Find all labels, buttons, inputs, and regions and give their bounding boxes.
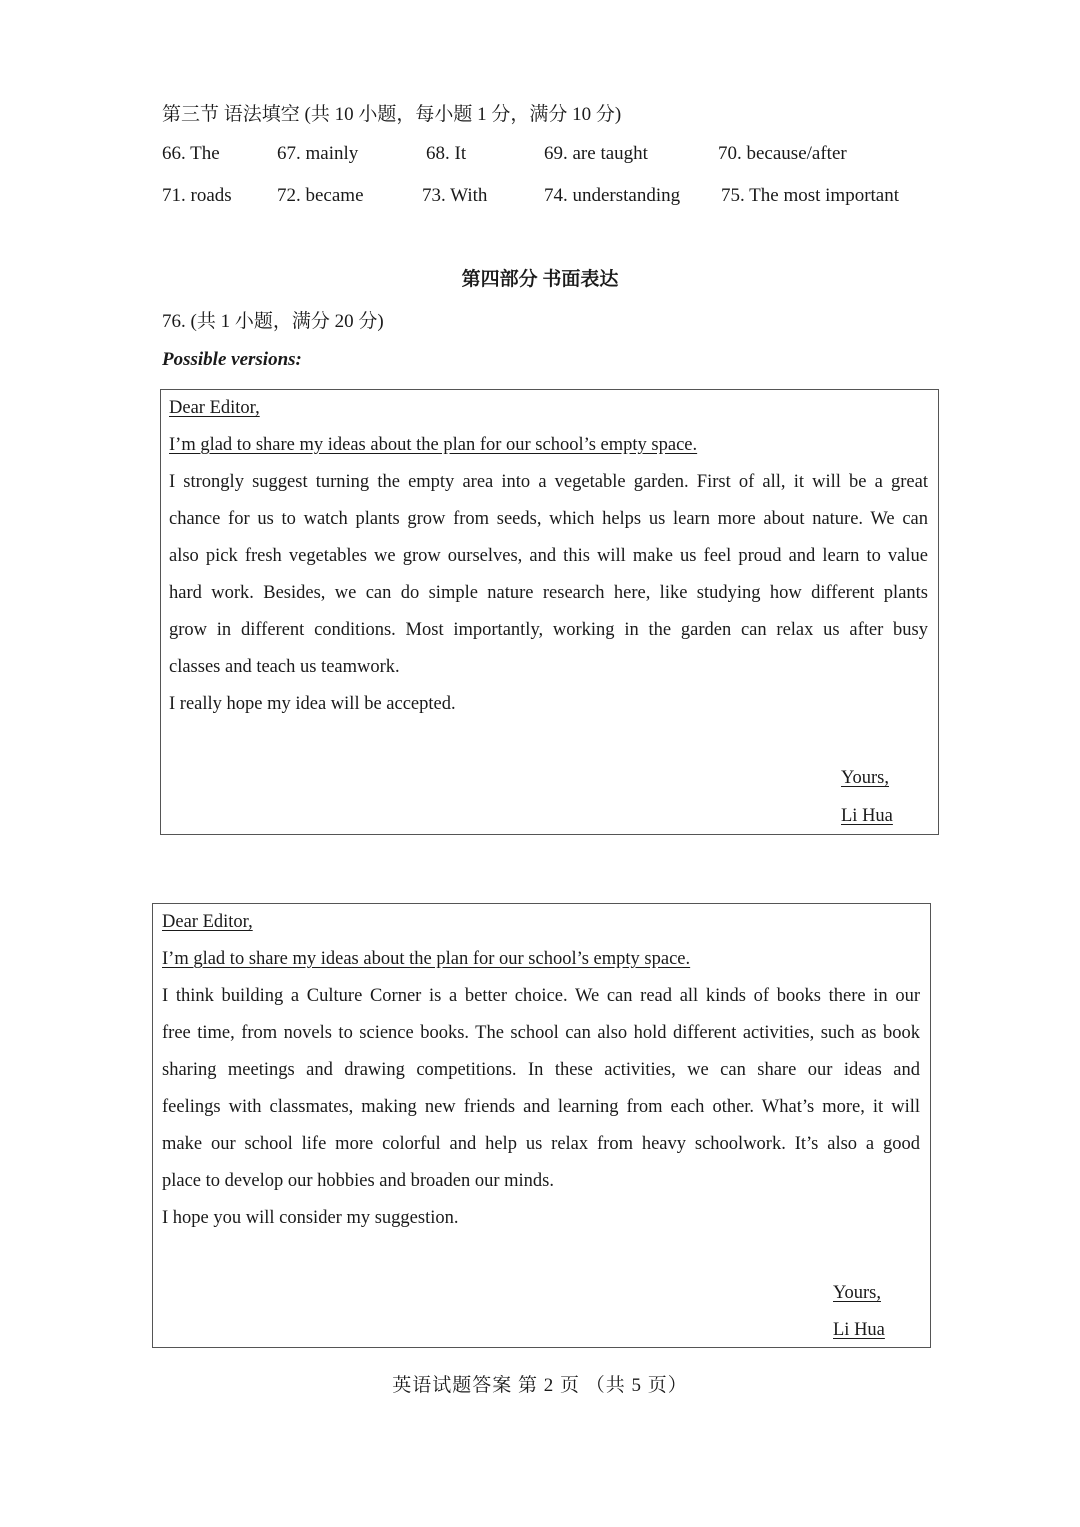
answer-73: 73. With (422, 185, 488, 206)
letter-1-signoff: Yours, (841, 768, 889, 788)
answer-67: 67. mainly (277, 143, 359, 164)
answer-72: 72. became (277, 185, 364, 206)
answer-66: 66. The (162, 143, 220, 164)
section3-heading: 第三节 语法填空 (共 10 小题，每小题 1 分，满分 10 分) (162, 104, 622, 125)
answer-68: 68. It (426, 143, 467, 164)
letter-2-body-line: make our school life more colorful and help us relax from heavy schoolwork. It’s also a good (162, 1134, 920, 1154)
page-footer: 英语试题答案 第 2 页 （共 5 页） (392, 1375, 688, 1396)
letter-2-body-line: I think building a Culture Corner is a better choice. We can read all kinds of books there in our (162, 986, 920, 1006)
answer-75: 75. The most important (721, 185, 900, 206)
letter-1-opening: I’m glad to share my ideas about the plan for our school’s empty space. (169, 435, 698, 455)
letter-1-body-line: grow in different conditions. Most importantly, working in the garden can relax us after busy (169, 620, 928, 640)
letter-1-greeting: Dear Editor, (169, 398, 260, 418)
letter-1-body-line: hard work. Besides, we can do simple nature research here, like studying how different plants (169, 583, 928, 603)
letter-2-signoff: Yours, (833, 1283, 881, 1303)
letter-1-body-line: classes and teach us teamwork. (169, 657, 400, 677)
answer-74: 74. understanding (544, 185, 681, 206)
letter-1-body-line: also pick fresh vegetables we grow ourselves, and this will make us feel proud and learn to value (169, 546, 928, 566)
letter-2-greeting: Dear Editor, (162, 912, 253, 932)
letter-2 (162, 904, 920, 1237)
letter-1-body-line: I strongly suggest turning the empty area into a vegetable garden. First of all, it will be a great (169, 472, 928, 492)
letter-1-closing-line: I really hope my idea will be accepted. (169, 694, 456, 714)
letter-1 (169, 390, 928, 723)
section4-title: 第四部分 书面表达 (461, 269, 619, 290)
letter-1-signature: Li Hua (841, 806, 893, 826)
answer-71: 71. roads (162, 185, 232, 206)
letter-2-body-line: sharing meetings and drawing competitions. In these activities, we can share our ideas and (162, 1060, 920, 1080)
question-76: 76. (共 1 小题，满分 20 分) (162, 311, 384, 332)
answer-69: 69. are taught (544, 143, 648, 164)
letter-2-body-line: place to develop our hobbies and broaden our minds. (162, 1171, 554, 1191)
letter-1-body-line: chance for us to watch plants grow from seeds, which helps us learn more about nature. We can (169, 509, 928, 529)
possible-versions-label: Possible versions: (162, 349, 302, 370)
letter-2-body-line: free time, from novels to science books. The school can also hold different activities, such as book (162, 1023, 920, 1043)
letter-2-signature: Li Hua (833, 1320, 885, 1340)
answer-70: 70. because/after (718, 143, 847, 164)
letter-2-body-line: feelings with classmates, making new friends and learning from each other. What’s more, it will (162, 1097, 920, 1117)
letter-2-opening: I’m glad to share my ideas about the plan for our school’s empty space. (162, 949, 691, 969)
letter-2-closing-line: I hope you will consider my suggestion. (162, 1208, 459, 1228)
